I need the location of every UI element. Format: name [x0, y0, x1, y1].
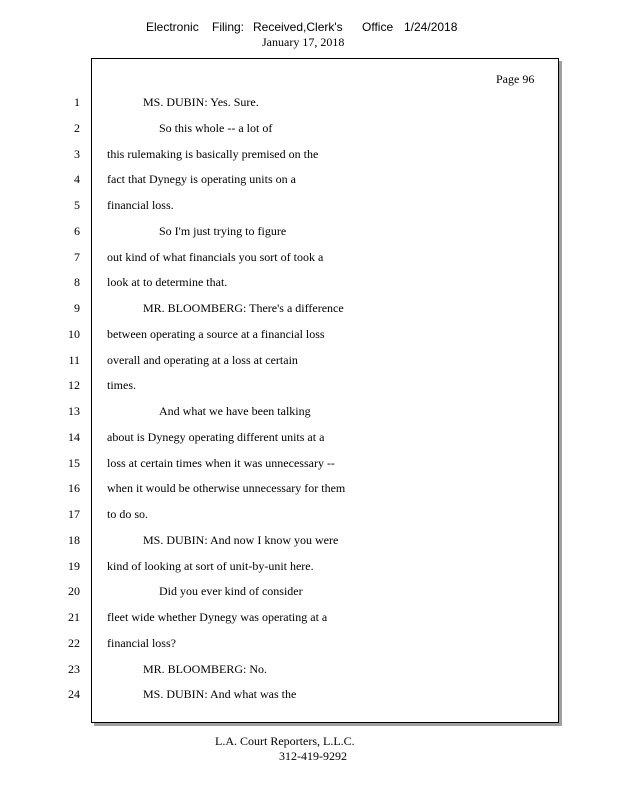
transcript-line: look at to determine that. [107, 275, 228, 289]
filing-stamp-received: Received,Clerk's [253, 20, 343, 34]
filing-stamp-electronic: Electronic [146, 20, 199, 34]
transcript-line: MR. BLOOMBERG: There's a difference [143, 301, 344, 315]
line-number: 3 [74, 147, 80, 161]
line-number: 9 [74, 301, 80, 315]
transcript-line: overall and operating at a loss at certain [107, 353, 298, 367]
line-number: 6 [74, 224, 80, 238]
line-number: 13 [68, 404, 80, 418]
transcript-line: when it would be otherwise unnecessary for them [107, 481, 346, 495]
line-number: 16 [68, 481, 80, 495]
line-number: 1 [74, 95, 80, 109]
transcript-line: So I'm just trying to figure [159, 224, 287, 238]
court-reporter-phone: 312-419-9292 [279, 749, 347, 763]
transcript-line: And what we have been talking [159, 404, 311, 418]
transcript-line: times. [107, 378, 136, 392]
line-number: 15 [68, 456, 80, 470]
transcript-line: financial loss. [107, 198, 174, 212]
transcript-line: So this whole -- a lot of [159, 121, 273, 135]
line-number: 11 [68, 353, 80, 367]
transcript-line: this rulemaking is basically premised on the [107, 147, 319, 161]
transcript-line: kind of looking at sort of unit-by-unit here. [107, 559, 314, 573]
line-number: 17 [68, 507, 80, 521]
hearing-date: January 17, 2018 [262, 35, 345, 49]
line-number: 4 [74, 172, 80, 186]
filing-stamp-office: Office [362, 20, 394, 34]
line-number: 2 [74, 121, 80, 135]
line-number: 22 [68, 636, 80, 650]
line-number: 21 [68, 610, 80, 624]
transcript-line: MS. DUBIN: Yes. Sure. [143, 95, 259, 109]
line-number: 10 [68, 327, 80, 341]
transcript-line: fact that Dynegy is operating units on a [107, 172, 296, 186]
transcript-line: financial loss? [107, 636, 176, 650]
transcript-line: loss at certain times when it was unnecessary -- [107, 456, 335, 470]
line-number: 19 [68, 559, 80, 573]
filing-stamp-filing: Filing: [212, 20, 245, 34]
transcript-line: Did you ever kind of consider [159, 584, 303, 598]
court-reporter-name: L.A. Court Reporters, L.L.C. [215, 734, 355, 748]
page-number: Page 96 [496, 72, 535, 86]
transcript-line: MS. DUBIN: And now I know you were [143, 533, 339, 547]
transcript-line: out kind of what financials you sort of took a [107, 250, 324, 264]
line-number: 5 [74, 198, 80, 212]
line-number: 14 [68, 430, 80, 444]
line-number: 20 [68, 584, 80, 598]
line-number: 24 [68, 687, 80, 701]
transcript-line: between operating a source at a financial loss [107, 327, 325, 341]
line-number: 18 [68, 533, 80, 547]
line-number: 23 [68, 662, 80, 676]
transcript-line: to do so. [107, 507, 149, 521]
line-number: 12 [68, 378, 80, 392]
filing-stamp-date: 1/24/2018 [404, 20, 458, 34]
line-number: 7 [74, 250, 80, 264]
transcript-line: about is Dynegy operating different units at a [107, 430, 325, 444]
transcript-line: fleet wide whether Dynegy was operating at a [107, 610, 328, 624]
line-number: 8 [74, 275, 80, 289]
transcript-line: MS. DUBIN: And what was the [143, 687, 297, 701]
transcript-line: MR. BLOOMBERG: No. [143, 662, 268, 676]
